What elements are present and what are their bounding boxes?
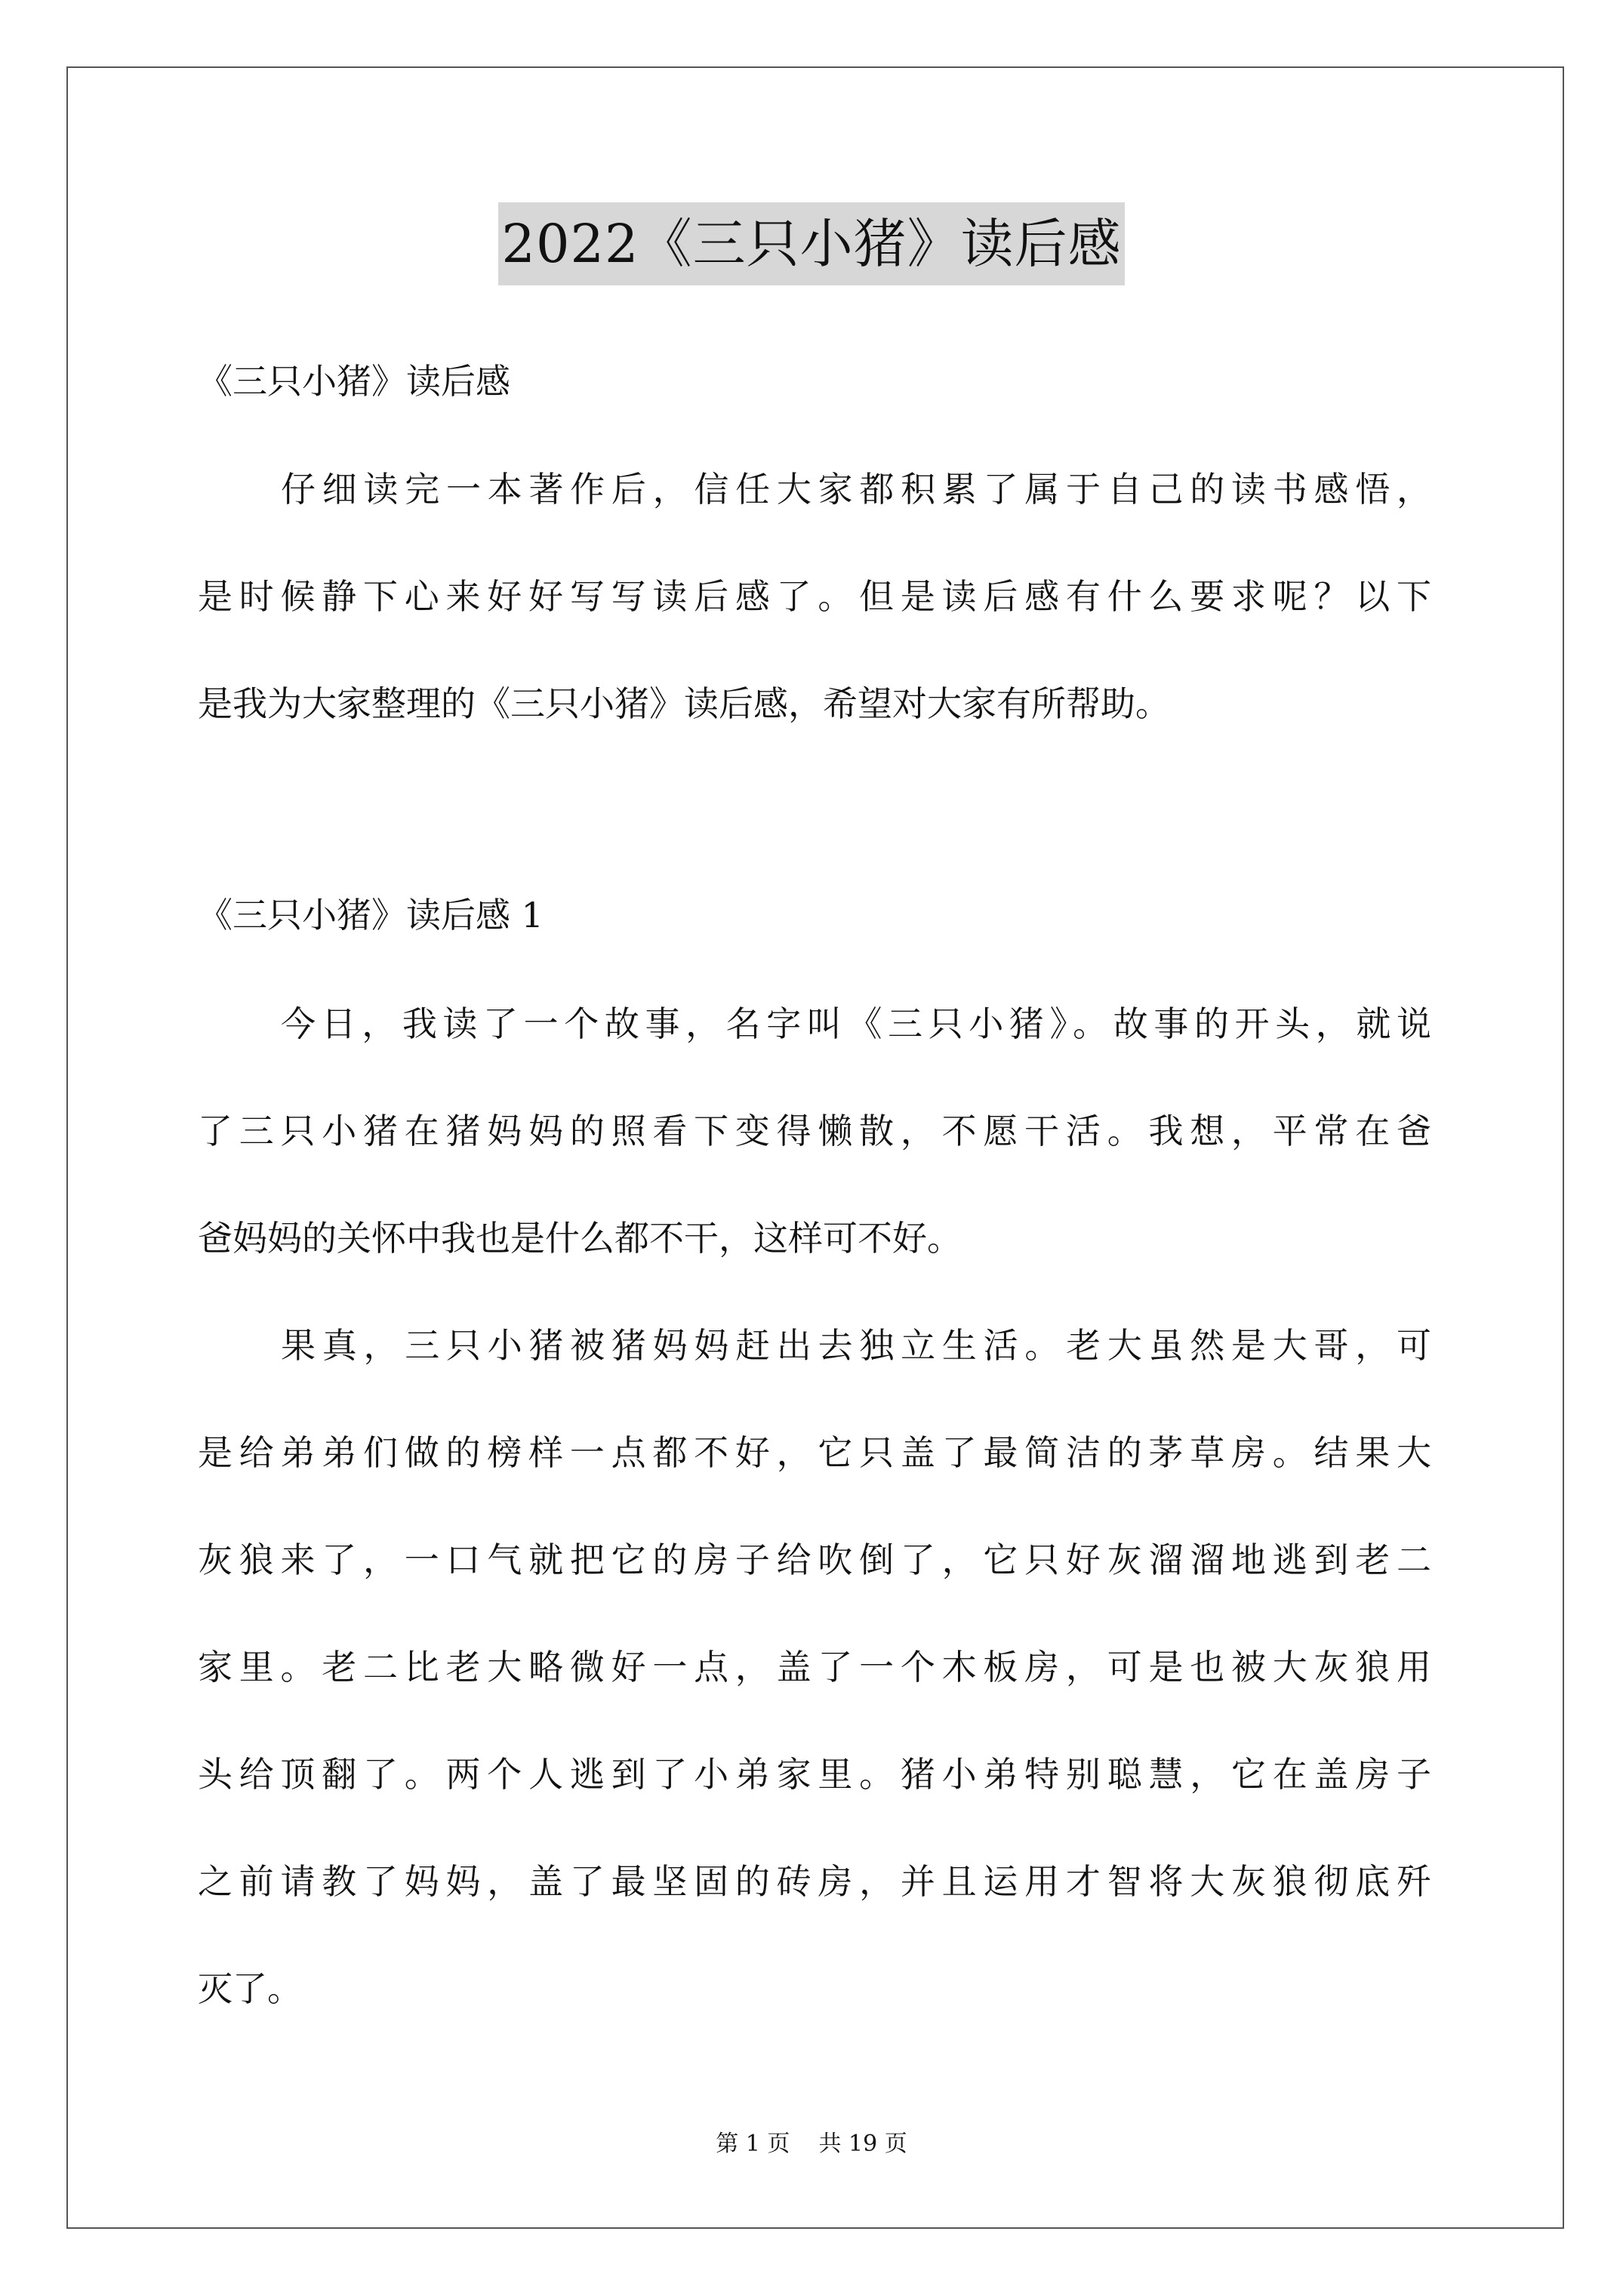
para2-line-5: 头给顶翻了。两个人逃到了小弟家里。猪小弟特别聪慧，它在盖房子 [198, 1754, 1431, 1795]
document-title: 2022《三只小猪》读后感 [498, 202, 1124, 285]
title-container [0, 202, 1623, 285]
para1-line-1: 今日，我读了一个故事，名字叫《三只小猪》。故事的开头，就说 [281, 1003, 1431, 1044]
para1-line-2: 了三只小猪在猪妈妈的照看下变得懒散，不愿干活。我想，平常在爸 [198, 1111, 1431, 1151]
para2-line-6: 之前请教了妈妈，盖了最坚固的砖房，并且运用才智将大灰狼彻底歼 [198, 1861, 1431, 1902]
intro-line-1: 仔细读完一本著作后，信任大家都积累了属于自己的读书感悟， [281, 469, 1431, 510]
page-footer: 第 1 页 共 19 页 [716, 2131, 907, 2157]
intro-line-2: 是时候静下心来好好写写读后感了。但是读后感有什么要求呢？以下 [198, 576, 1431, 617]
para2-line-2: 是给弟弟们做的榜样一点都不好，它只盖了最简洁的茅草房。结果大 [198, 1432, 1431, 1473]
section-heading: 《三只小猪》读后感 1 [198, 895, 544, 935]
para2-line-7: 灭了。 [198, 1968, 302, 2009]
para2-line-1: 果真，三只小猪被猪妈妈赶出去独立生活。老大虽然是大哥，可 [281, 1325, 1431, 1366]
intro-line-3: 是我为大家整理的《三只小猪》读后感，希望对大家有所帮助。 [198, 683, 1170, 724]
para2-line-3: 灰狼来了，一口气就把它的房子给吹倒了，它只好灰溜溜地逃到老二 [198, 1539, 1431, 1580]
subtitle: 《三只小猪》读后感 [198, 361, 510, 402]
para1-line-3: 爸妈妈的关怀中我也是什么都不干，这样可不好。 [198, 1218, 962, 1259]
para2-line-4: 家里。老二比老大略微好一点，盖了一个木板房，可是也被大灰狼用 [198, 1647, 1431, 1687]
